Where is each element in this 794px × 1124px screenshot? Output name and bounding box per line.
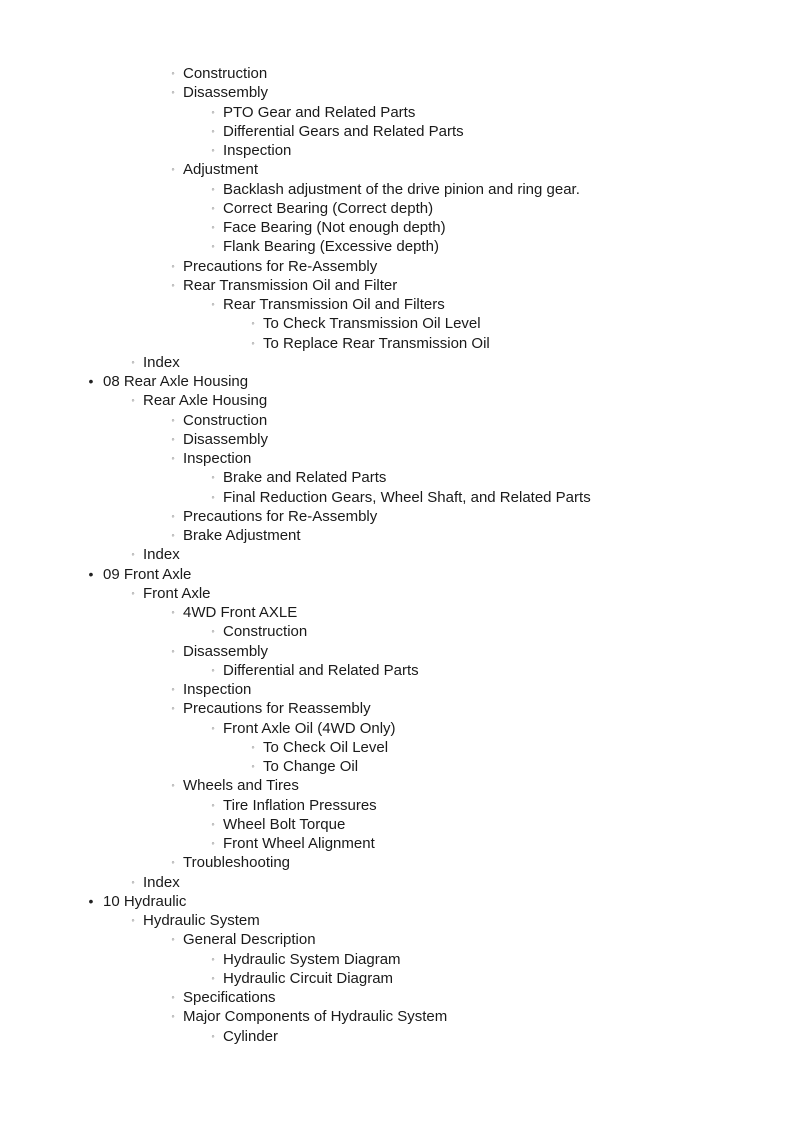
bullet-icon: ◦ bbox=[251, 318, 255, 329]
toc-item[interactable] bbox=[0, 141, 794, 160]
toc-item[interactable] bbox=[0, 603, 794, 622]
bullet-icon: ◦ bbox=[211, 722, 215, 733]
table-of-contents bbox=[0, 64, 794, 1046]
bullet-icon: ◦ bbox=[211, 972, 215, 983]
toc-item-label: Wheels and Tires bbox=[183, 777, 299, 795]
toc-item-label: Front Axle bbox=[143, 584, 211, 602]
toc-item-label: Disassembly bbox=[183, 430, 269, 448]
bullet-icon: ◦ bbox=[171, 260, 175, 271]
toc-item[interactable] bbox=[0, 507, 794, 526]
toc-item[interactable] bbox=[0, 526, 794, 545]
toc-item-label: Final Reduction Gears, Wheel Shaft, and Related Parts bbox=[223, 488, 591, 506]
toc-item[interactable] bbox=[0, 622, 794, 641]
toc-item[interactable] bbox=[0, 892, 794, 911]
toc-item[interactable] bbox=[0, 815, 794, 834]
toc-item[interactable] bbox=[0, 584, 794, 603]
toc-item-label: Index bbox=[143, 873, 180, 891]
toc-item[interactable] bbox=[0, 199, 794, 218]
toc-item[interactable] bbox=[0, 468, 794, 487]
bullet-icon: ◦ bbox=[211, 491, 215, 502]
toc-item[interactable] bbox=[0, 237, 794, 256]
bullet-icon: • bbox=[88, 565, 94, 582]
bullet-icon: ◦ bbox=[211, 626, 215, 637]
bullet-icon: ◦ bbox=[131, 395, 135, 406]
bullet-icon: ◦ bbox=[171, 433, 175, 444]
toc-item-label: Disassembly bbox=[183, 84, 269, 102]
toc-item-label: Index bbox=[143, 546, 180, 564]
toc-item-label: Wheel Bolt Torque bbox=[223, 815, 346, 833]
bullet-icon: ◦ bbox=[171, 645, 175, 656]
toc-item-label: PTO Gear and Related Parts bbox=[223, 103, 416, 121]
toc-item-label: To Check Oil Level bbox=[263, 738, 389, 756]
bullet-icon: ◦ bbox=[131, 549, 135, 560]
toc-item-label: General Description bbox=[183, 931, 316, 949]
toc-item[interactable] bbox=[0, 334, 794, 353]
toc-item[interactable] bbox=[0, 1027, 794, 1046]
bullet-icon: ◦ bbox=[211, 1030, 215, 1041]
toc-item[interactable] bbox=[0, 449, 794, 468]
bullet-icon: ◦ bbox=[211, 799, 215, 810]
bullet-icon: ◦ bbox=[251, 337, 255, 348]
toc-item[interactable] bbox=[0, 83, 794, 102]
toc-item-label: Index bbox=[143, 353, 180, 371]
toc-item-label: Rear Transmission Oil and Filters bbox=[223, 296, 445, 313]
bullet-icon: ◦ bbox=[171, 684, 175, 694]
toc-item-label: Major Components of Hydraulic System bbox=[183, 1008, 448, 1026]
toc-item-label: Front Axle Oil (4WD Only) bbox=[223, 719, 396, 737]
toc-item-label: Inspection bbox=[183, 681, 252, 698]
bullet-icon: ◦ bbox=[171, 68, 175, 78]
toc-item-label: Adjustment bbox=[183, 161, 259, 179]
bullet-icon: ◦ bbox=[211, 222, 215, 232]
bullet-icon: • bbox=[88, 373, 94, 389]
toc-item-label: Correct Bearing (Correct depth) bbox=[223, 199, 434, 217]
bullet-icon: ◦ bbox=[171, 780, 175, 791]
bullet-icon: ◦ bbox=[211, 145, 215, 155]
toc-item-label: Inspection bbox=[183, 450, 252, 467]
bullet-icon: ◦ bbox=[171, 857, 175, 868]
toc-item-label: Specifications bbox=[183, 989, 276, 1006]
toc-item[interactable] bbox=[0, 276, 794, 295]
bullet-icon: ◦ bbox=[171, 1011, 175, 1022]
toc-item[interactable] bbox=[0, 719, 794, 738]
bullet-icon: ◦ bbox=[211, 106, 215, 117]
toc-item[interactable] bbox=[0, 103, 794, 122]
bullet-icon: ◦ bbox=[171, 530, 175, 540]
toc-item[interactable] bbox=[0, 545, 794, 564]
toc-item-label: Hydraulic System bbox=[143, 912, 260, 929]
toc-item[interactable] bbox=[0, 353, 794, 372]
toc-item[interactable] bbox=[0, 391, 794, 410]
toc-item-label: Hydraulic System Diagram bbox=[223, 950, 401, 968]
toc-item[interactable] bbox=[0, 699, 794, 718]
bullet-icon: ◦ bbox=[251, 761, 255, 771]
bullet-icon: ◦ bbox=[131, 915, 135, 925]
bullet-icon: ◦ bbox=[211, 664, 215, 675]
bullet-icon: ◦ bbox=[171, 87, 175, 98]
bullet-icon: ◦ bbox=[211, 838, 215, 848]
toc-item-label: Face Bearing (Not enough depth) bbox=[223, 219, 446, 236]
toc-item[interactable] bbox=[0, 776, 794, 795]
toc-item[interactable] bbox=[0, 738, 794, 757]
toc-item[interactable] bbox=[0, 160, 794, 179]
toc-item[interactable] bbox=[0, 257, 794, 276]
toc-item[interactable] bbox=[0, 565, 794, 584]
toc-item-label: Rear Axle Housing bbox=[143, 392, 268, 410]
bullet-icon: ◦ bbox=[171, 279, 175, 290]
toc-item[interactable] bbox=[0, 988, 794, 1007]
toc-item[interactable] bbox=[0, 911, 794, 930]
toc-item-label: Brake and Related Parts bbox=[223, 469, 387, 487]
bullet-icon: ◦ bbox=[211, 299, 215, 309]
bullet-icon: ◦ bbox=[131, 356, 135, 367]
toc-item[interactable] bbox=[0, 430, 794, 449]
toc-item-label: Construction bbox=[183, 65, 268, 82]
bullet-icon: ◦ bbox=[171, 414, 175, 425]
toc-item-label: Hydraulic Circuit Diagram bbox=[223, 969, 394, 987]
toc-item-label: 4WD Front AXLE bbox=[183, 604, 298, 621]
toc-item[interactable] bbox=[0, 372, 794, 391]
toc-item[interactable] bbox=[0, 853, 794, 872]
bullet-icon: ◦ bbox=[251, 741, 255, 752]
toc-item[interactable] bbox=[0, 411, 794, 430]
toc-item-label: Differential Gears and Related Parts bbox=[223, 122, 464, 140]
bullet-icon: ◦ bbox=[211, 472, 215, 483]
toc-item-label: Cylinder bbox=[223, 1027, 279, 1045]
bullet-icon: ◦ bbox=[211, 125, 215, 136]
toc-item-label: To Replace Rear Transmission Oil bbox=[263, 334, 490, 352]
bullet-icon: ◦ bbox=[171, 703, 175, 714]
toc-item[interactable] bbox=[0, 314, 794, 333]
toc-item[interactable] bbox=[0, 834, 794, 853]
toc-item-label: To Change Oil bbox=[263, 758, 359, 775]
bullet-icon: • bbox=[88, 892, 94, 909]
toc-item[interactable] bbox=[0, 295, 794, 314]
toc-item-label: Construction bbox=[223, 623, 308, 641]
toc-item-label: 10 Hydraulic bbox=[103, 892, 187, 910]
toc-item-label: Rear Transmission Oil and Filter bbox=[183, 276, 398, 294]
toc-item-label: To Check Transmission Oil Level bbox=[263, 315, 481, 333]
bullet-icon: ◦ bbox=[171, 992, 175, 1002]
toc-item[interactable] bbox=[0, 218, 794, 237]
toc-item-label: 08 Rear Axle Housing bbox=[103, 373, 249, 390]
bullet-icon: ◦ bbox=[211, 202, 215, 213]
toc-item[interactable] bbox=[0, 950, 794, 969]
toc-item[interactable] bbox=[0, 969, 794, 988]
toc-item-label: Flank Bearing (Excessive depth) bbox=[223, 238, 439, 256]
toc-item-label: Front Wheel Alignment bbox=[223, 835, 375, 852]
bullet-icon: ◦ bbox=[171, 164, 175, 175]
bullet-icon: ◦ bbox=[211, 183, 215, 194]
toc-item-label: Backlash adjustment of the drive pinion and ring gear. bbox=[223, 180, 580, 198]
toc-item[interactable] bbox=[0, 180, 794, 199]
toc-item[interactable] bbox=[0, 930, 794, 949]
toc-item[interactable] bbox=[0, 64, 794, 83]
bullet-icon: ◦ bbox=[211, 953, 215, 964]
toc-item-label: Brake Adjustment bbox=[183, 527, 301, 544]
toc-item-label: Troubleshooting bbox=[183, 854, 291, 872]
toc-item-label: Differential and Related Parts bbox=[223, 661, 419, 679]
toc-item-label: Precautions for Reassembly bbox=[183, 700, 371, 718]
toc-item[interactable] bbox=[0, 796, 794, 815]
toc-item-label: Inspection bbox=[223, 142, 292, 159]
bullet-icon: ◦ bbox=[211, 818, 215, 829]
bullet-icon: ◦ bbox=[171, 934, 175, 945]
toc-item[interactable] bbox=[0, 873, 794, 892]
toc-item-label: Tire Inflation Pressures bbox=[223, 796, 377, 814]
toc-item-label: Construction bbox=[183, 411, 268, 429]
bullet-icon: ◦ bbox=[171, 607, 175, 617]
toc-item-label: Precautions for Re-Assembly bbox=[183, 507, 378, 525]
toc-item-label: 09 Front Axle bbox=[103, 565, 192, 583]
bullet-icon: ◦ bbox=[131, 876, 135, 887]
bullet-icon: ◦ bbox=[171, 510, 175, 521]
toc-item[interactable] bbox=[0, 1007, 794, 1026]
toc-item[interactable] bbox=[0, 757, 794, 776]
toc-item[interactable] bbox=[0, 661, 794, 680]
toc-item[interactable] bbox=[0, 488, 794, 507]
toc-item[interactable] bbox=[0, 642, 794, 661]
toc-item[interactable] bbox=[0, 680, 794, 699]
bullet-icon: ◦ bbox=[131, 587, 135, 598]
bullet-icon: ◦ bbox=[171, 453, 175, 463]
toc-item[interactable] bbox=[0, 122, 794, 141]
bullet-icon: ◦ bbox=[211, 241, 215, 252]
toc-item-label: Disassembly bbox=[183, 642, 269, 660]
toc-item-label: Precautions for Re-Assembly bbox=[183, 257, 378, 275]
